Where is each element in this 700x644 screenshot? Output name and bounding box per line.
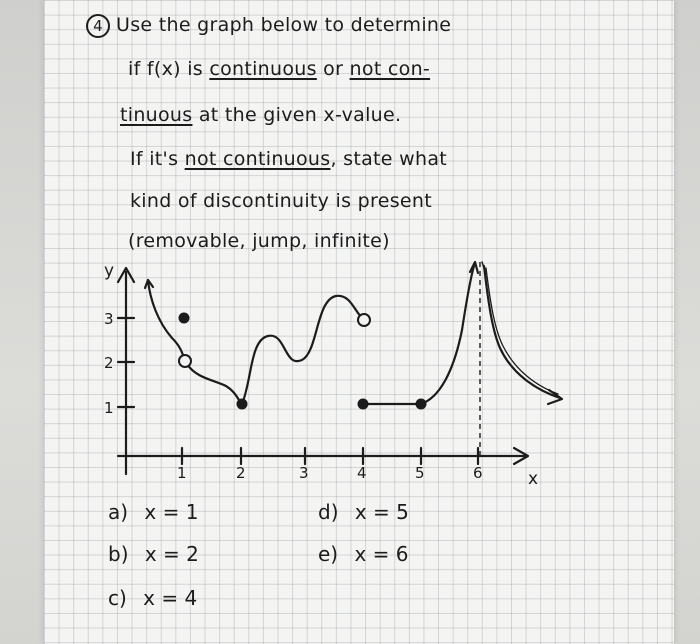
x-tick-label-2: 2 [236,464,246,482]
x-tick-label-1: 1 [177,464,187,482]
filled-point-x1-y3 [179,313,190,324]
question-c-label: c) [108,586,127,610]
problem-line-2-pre: if f(x) is [128,58,210,80]
x-tick-label-4: 4 [357,464,367,482]
y-tick-label-3: 3 [104,310,114,328]
problem-number: 4 [86,14,110,38]
y-tick-label-2: 2 [104,354,114,372]
curve-wave [242,296,362,404]
question-a [108,500,198,524]
question-d-label: d) [318,500,339,524]
not-continuous-underlined-part2: tinuous [120,104,193,126]
x-tick-label-6: 6 [473,464,483,482]
curve-decay-shade [486,268,558,394]
question-a-label: a) [108,500,129,524]
problem-line-5: kind of discontinuity is present [130,190,432,212]
question-e [318,542,409,566]
filled-point-x2-y1 [237,399,248,410]
y-tick-label-1: 1 [104,399,114,417]
open-point-x1-y2 [179,355,191,367]
continuous-underlined: continuous [209,58,317,80]
filled-point-x5-y1 [416,399,427,410]
question-e-label: e) [318,542,339,566]
question-a-value: x = 1 [144,500,199,524]
curve-rise-to-asymptote [421,266,474,404]
open-point-x4 [358,314,370,326]
problem-line-6: (removable, jump, infinite) [128,230,390,252]
filled-point-x4-y1 [358,399,369,410]
question-d-value: x = 5 [354,500,409,524]
question-d [318,500,409,524]
question-c [108,586,197,610]
question-b-label: b) [108,542,129,566]
question-c-value: x = 4 [143,586,198,610]
question-b-value: x = 2 [144,542,199,566]
not-continuous-underlined: not continuous [184,148,331,170]
curve-decay-right [484,266,560,398]
question-b [108,542,199,566]
problem-line-1-text: Use the graph below to determine [116,14,452,36]
x-axis-label: x [528,469,539,489]
question-e-value: x = 6 [354,542,409,566]
y-axis-label: y [104,261,115,281]
problem-line-2-mid: or [316,58,350,80]
not-continuous-underlined-part1: not con- [349,58,431,80]
x-tick-label-3: 3 [299,464,309,482]
x-tick-label-5: 5 [415,464,425,482]
problem-line-4-post: , state what [330,148,448,170]
problem-line-3-post: at the given x-value. [192,104,402,126]
curve-to-min [187,364,242,404]
problem-line-4-pre: If it's [130,148,185,170]
